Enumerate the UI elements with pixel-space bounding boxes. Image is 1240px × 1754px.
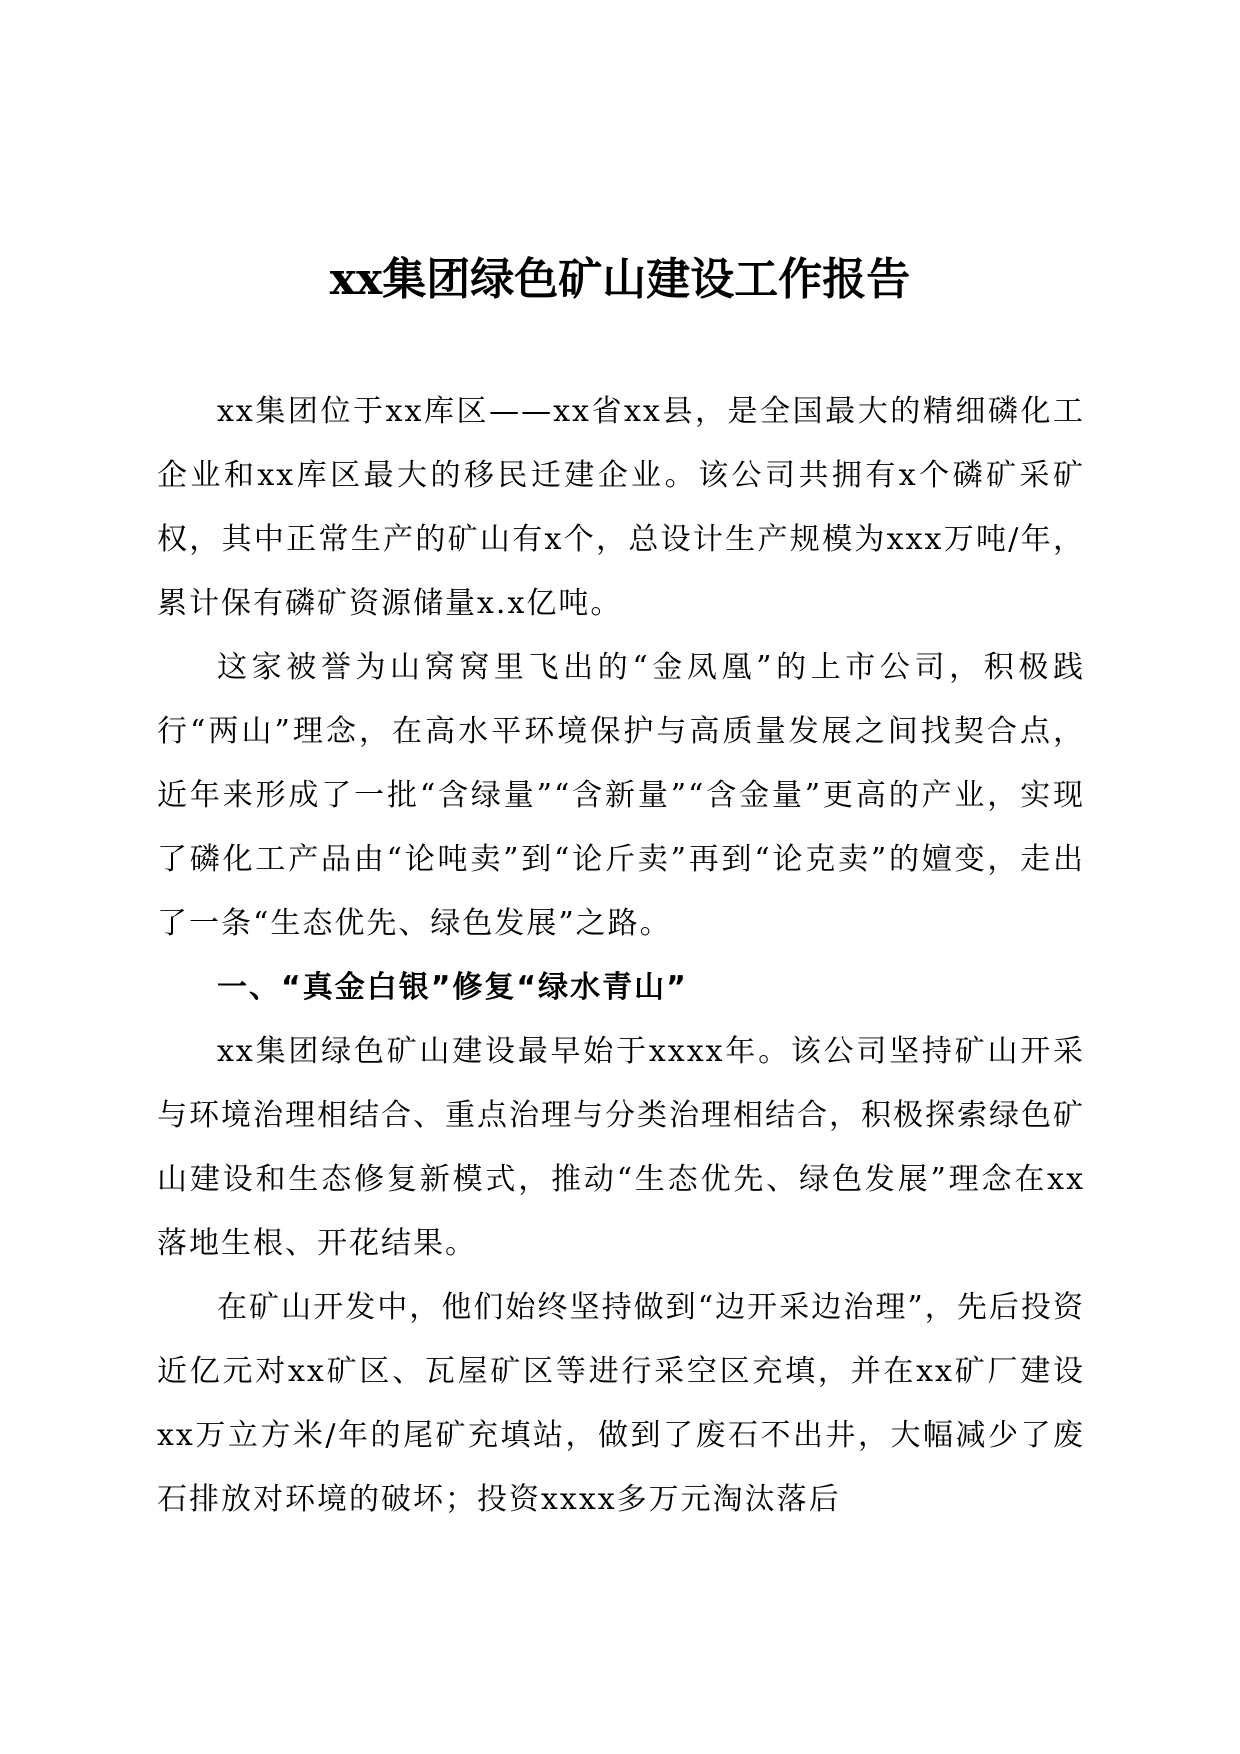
paragraph-company: 这家被誉为山窝窝里飞出的“金凤凰”的上市公司，积极践行“两山”理念，在高水平环境保护与高质量发展之间找契合点，近年来形成了一批“含绿量”“含新量”“含金量”更高的产业，实现了磷化工产品由“论吨卖”到“论斤卖”再到“论克卖”的嬗变，走出了一条“生态优先、绿色发展”之路。 [157,650,1085,941]
paragraph-intro: xx集团位于xx库区——xx省xx县，是全国最大的精细磷化工企业和xx库区最大的移民迁建企业。该公司共拥有x个磷矿采矿权，其中正常生产的矿山有x个，总设计生产规模为xxx万吨/年，累计保有磷矿资源储量x.x亿吨。 [157,394,1085,621]
paragraph-section-2: 在矿山开发中，他们始终坚持做到“边开采边治理”，先后投资近亿元对xx矿区、瓦屋矿区等进行采空区充填，并在xx矿厂建设xx万立方米/年的尾矿充填站，做到了废石不出井，大幅减少了废石排放对环境的破坏；投资xxxx多万元淘汰落后 [157,1290,1085,1517]
paragraph-section-1: xx集团绿色矿山建设最早始于xxxx年。该公司坚持矿山开采与环境治理相结合、重点治理与分类治理相结合，积极探索绿色矿山建设和生态修复新模式，推动“生态优先、绿色发展”理念在xx落地生根、开花结果。 [157,1034,1085,1261]
document-body [157,380,1085,1532]
document-title: xx集团绿色矿山建设工作报告 [329,254,911,305]
section-heading: 一、“真金白银”修复“绿水青山” [217,970,688,1005]
